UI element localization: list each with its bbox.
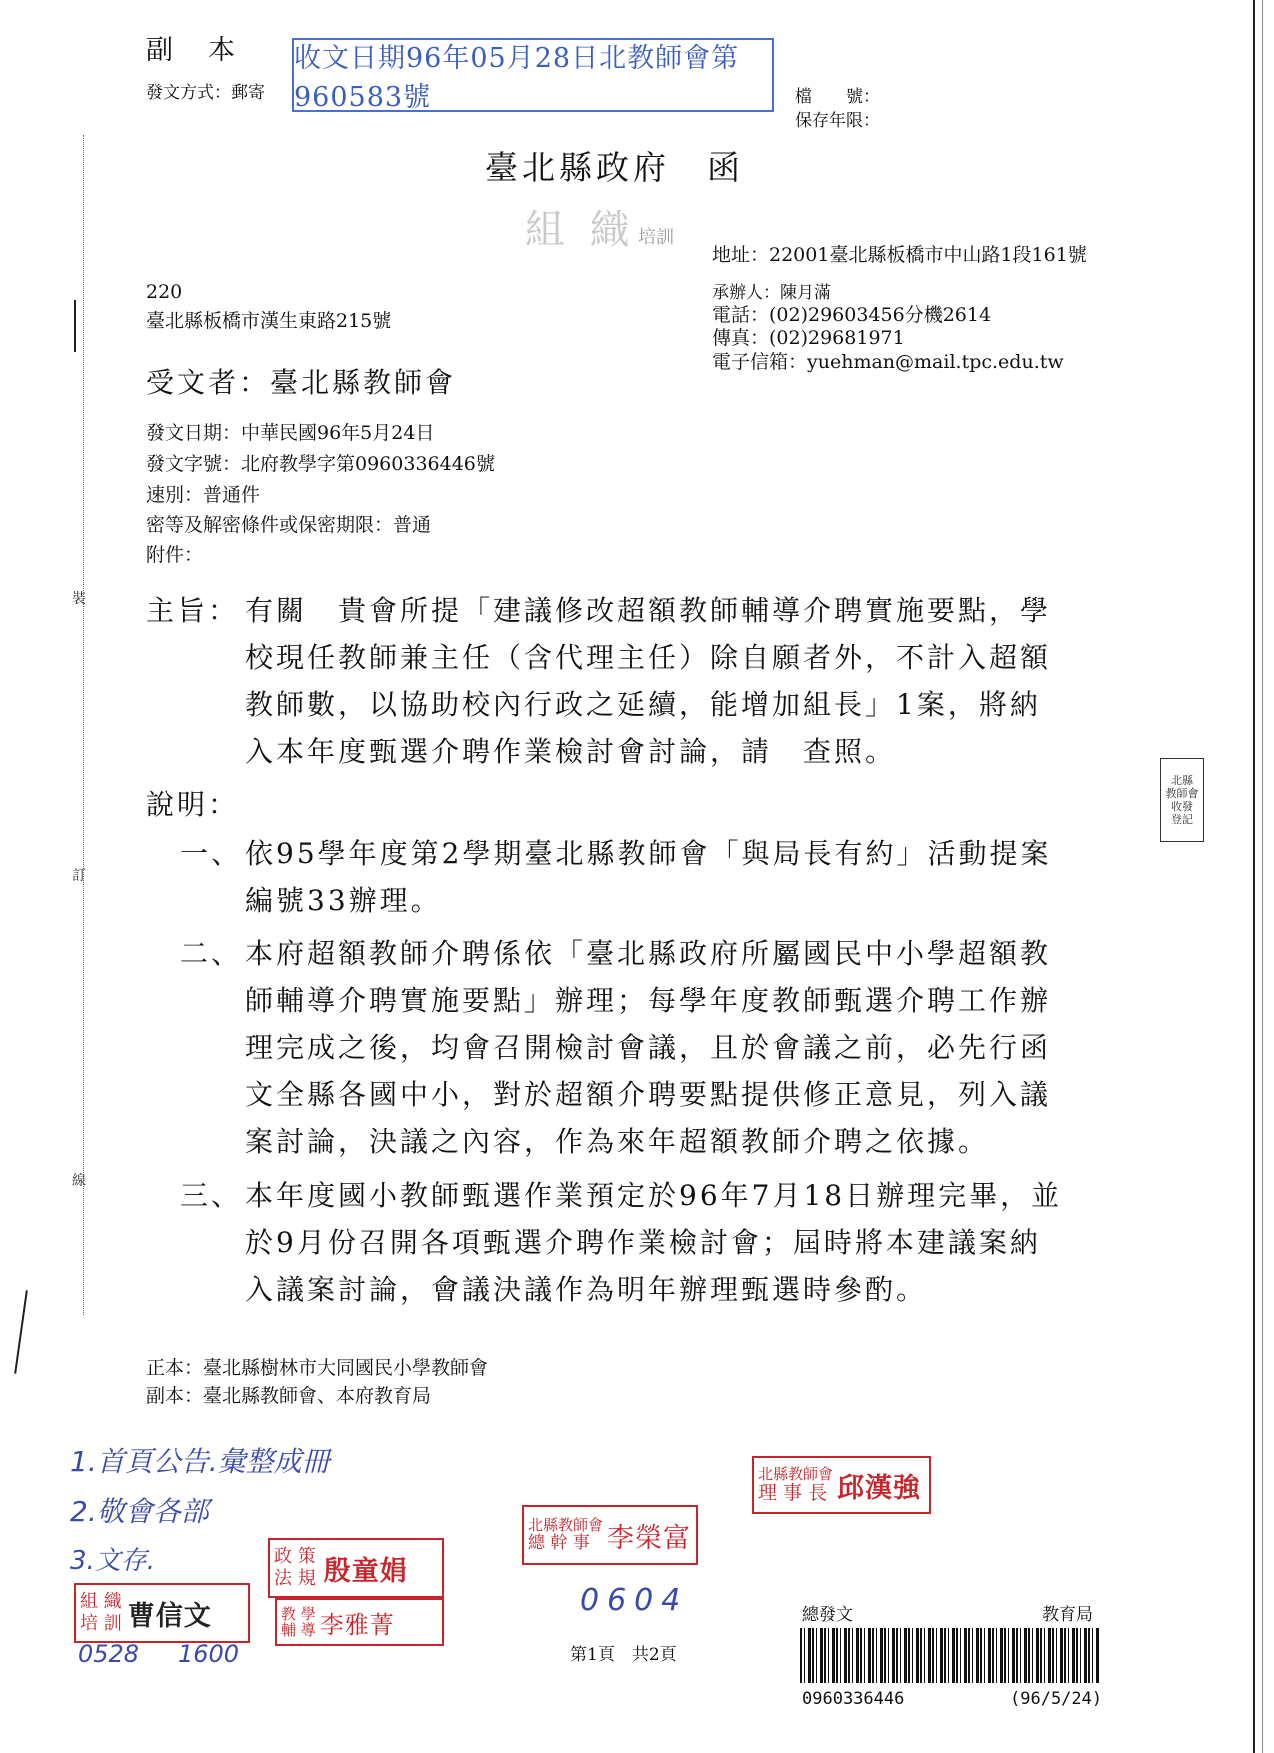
stamp-text: 登記: [1171, 813, 1193, 826]
explanation-item: [245, 930, 1051, 1165]
secrecy-level: 密等及解密條件或保密期限：普通: [146, 514, 432, 536]
stamp-text: 收發: [1171, 800, 1193, 813]
subject-line: 校現任教師兼主任（含代理主任）除自願者外，不計入超額: [245, 641, 1052, 674]
dispatch-label: 總發文: [802, 1605, 853, 1625]
handwritten-date: 0528: [78, 1640, 140, 1668]
department-label: 教育局: [1042, 1605, 1093, 1625]
seal-name: 李雅菁: [319, 1610, 395, 1639]
subject-body: [245, 587, 1051, 775]
margin-stroke: [14, 1290, 28, 1373]
subject-label: 主旨：: [146, 594, 240, 627]
secretary-seal: [522, 1505, 698, 1565]
attachment: 附件：: [146, 544, 204, 566]
handwritten-note: 3.文存.: [70, 1546, 156, 1576]
retention-label: 保存年限：: [795, 111, 880, 131]
seal-dept: 培 訓: [80, 1613, 122, 1634]
email: 電子信箱：yuehman@mail.tpc.edu.tw: [712, 351, 1064, 373]
recipient-street: 臺北縣板橋市漢生東路215號: [146, 310, 392, 332]
item-line: 文全縣各國中小，對於超額介聘要點提供修正意見，列入議: [245, 1078, 1052, 1111]
seal-dept: 組 織: [80, 1591, 122, 1612]
received-stamp: 收文日期96年05月28日北教師會第960583號: [292, 38, 774, 112]
recipient: 受文者：臺北縣教師會: [146, 366, 457, 399]
binding-mark: 線: [72, 1173, 86, 1189]
binding-mark: 訂: [72, 868, 86, 884]
faint-stamp: 組 織: [525, 207, 636, 253]
copy-mark: 副 本: [146, 35, 239, 66]
barcode-date: (96/5/24): [1010, 1689, 1103, 1709]
teaching-seal: [275, 1598, 444, 1646]
document-number: 發文字號：北府教學字第0960336446號: [146, 453, 495, 475]
item-line: 本年度國小教師甄選作業預定於96年7月18日辦理完畢，並: [245, 1179, 1063, 1212]
send-method: 發文方式：郵寄: [146, 83, 265, 103]
policy-seal: [268, 1538, 444, 1598]
handwritten-note: 2.敬會各部: [70, 1495, 209, 1528]
phone: 電話：(02)29603456分機2614: [712, 304, 992, 326]
stamp-text: 北縣: [1171, 774, 1193, 787]
chairman-seal: [752, 1456, 931, 1514]
item-number: 一、: [180, 837, 243, 870]
sender-address: 地址：22001臺北縣板橋市中山路1段161號: [712, 244, 1087, 266]
document-title: 臺北縣政府 函: [485, 148, 744, 187]
scan-edge-inner: [1262, 0, 1263, 1753]
handler: 承辦人：陳月滿: [712, 283, 831, 303]
binding-line: [83, 135, 84, 1315]
file-number-label: 檔 號：: [795, 87, 880, 107]
handwritten-date: 0604: [580, 1583, 689, 1618]
explanation-label: 說明：: [146, 788, 240, 821]
item-line: 案討論，決議之內容，作為來年超額教師介聘之依據。: [245, 1125, 990, 1158]
faint-stamp-note: 培訓: [638, 227, 674, 248]
seal-name: 殷童娟: [323, 1555, 408, 1587]
item-number: 三、: [180, 1179, 243, 1212]
seal-org: 北縣教師會: [528, 1516, 604, 1534]
seal-title: 理 事 長: [758, 1482, 828, 1504]
item-line: 本府超額教師介聘係依「臺北縣政府所屬國民中小學超額教: [245, 937, 1052, 970]
seal-name: 李榮富: [607, 1522, 692, 1554]
item-line: 入議案討論，會議決議作為明年辦理甄選時參酌。: [245, 1273, 928, 1306]
registration-stamp: [1160, 758, 1204, 842]
seal-name: 邱漢強: [837, 1472, 922, 1504]
scan-edge: [1253, 0, 1255, 1753]
recipient-zip: 220: [146, 281, 183, 303]
handwritten-time: 1600: [178, 1640, 240, 1668]
barcode: [800, 1628, 1100, 1683]
subject-line: 入本年度甄選介聘作業檢討會討論，請 查照。: [245, 735, 897, 768]
copy-recipient: 副本：臺北縣教師會、本府教育局: [146, 1385, 432, 1407]
item-number: 二、: [180, 937, 243, 970]
delivery-speed: 速別：普通件: [146, 484, 261, 506]
original-recipient: 正本：臺北縣樹林市大同國民小學教師會: [146, 1357, 489, 1379]
seal-org: 北縣教師會: [758, 1465, 834, 1483]
margin-bar: [74, 300, 76, 352]
subject-line: 有關 貴會所提「建議修改超額教師輔導介聘實施要點，學: [245, 594, 1052, 627]
seal-dept: 教 學: [281, 1605, 316, 1623]
seal-dept: 政 策: [274, 1546, 316, 1567]
seal-dept: 法 規: [274, 1568, 316, 1589]
explanation-item: [245, 1172, 1062, 1313]
seal-name: 曹信文: [127, 1600, 212, 1632]
item-line: 師輔導介聘實施要點」辦理；每學年度教師甄選介聘工作辦: [245, 984, 1052, 1017]
barcode-number: 0960336446: [802, 1689, 905, 1709]
seal-title: 總 幹 事: [528, 1533, 590, 1553]
fax: 傳真：(02)29681971: [712, 327, 905, 349]
item-line: 於9月份召開各項甄選介聘作業檢討會；屆時將本建議案納: [245, 1226, 1041, 1259]
subject-line: 教師數，以協助校內行政之延續，能增加組長」1案，將納: [245, 688, 1041, 721]
binding-mark: 裝: [72, 591, 86, 607]
organization-seal: [74, 1583, 250, 1643]
item-line: 編號33辦理。: [245, 884, 442, 917]
handwritten-note: 1.首頁公告.彙整成冊: [70, 1445, 330, 1478]
item-line: 理完成之後，均會召開檢討會議，且於會議之前，必先行函: [245, 1031, 1052, 1064]
issue-date: 發文日期：中華民國96年5月24日: [146, 422, 435, 444]
stamp-text: 教師會: [1165, 787, 1199, 800]
item-line: 依95學年度第2學期臺北縣教師會「與局長有約」活動提案: [245, 837, 1052, 870]
seal-dept: 輔 導: [281, 1621, 316, 1639]
explanation-item: [245, 830, 1051, 924]
page-number: 第1頁 共2頁: [570, 1645, 677, 1665]
